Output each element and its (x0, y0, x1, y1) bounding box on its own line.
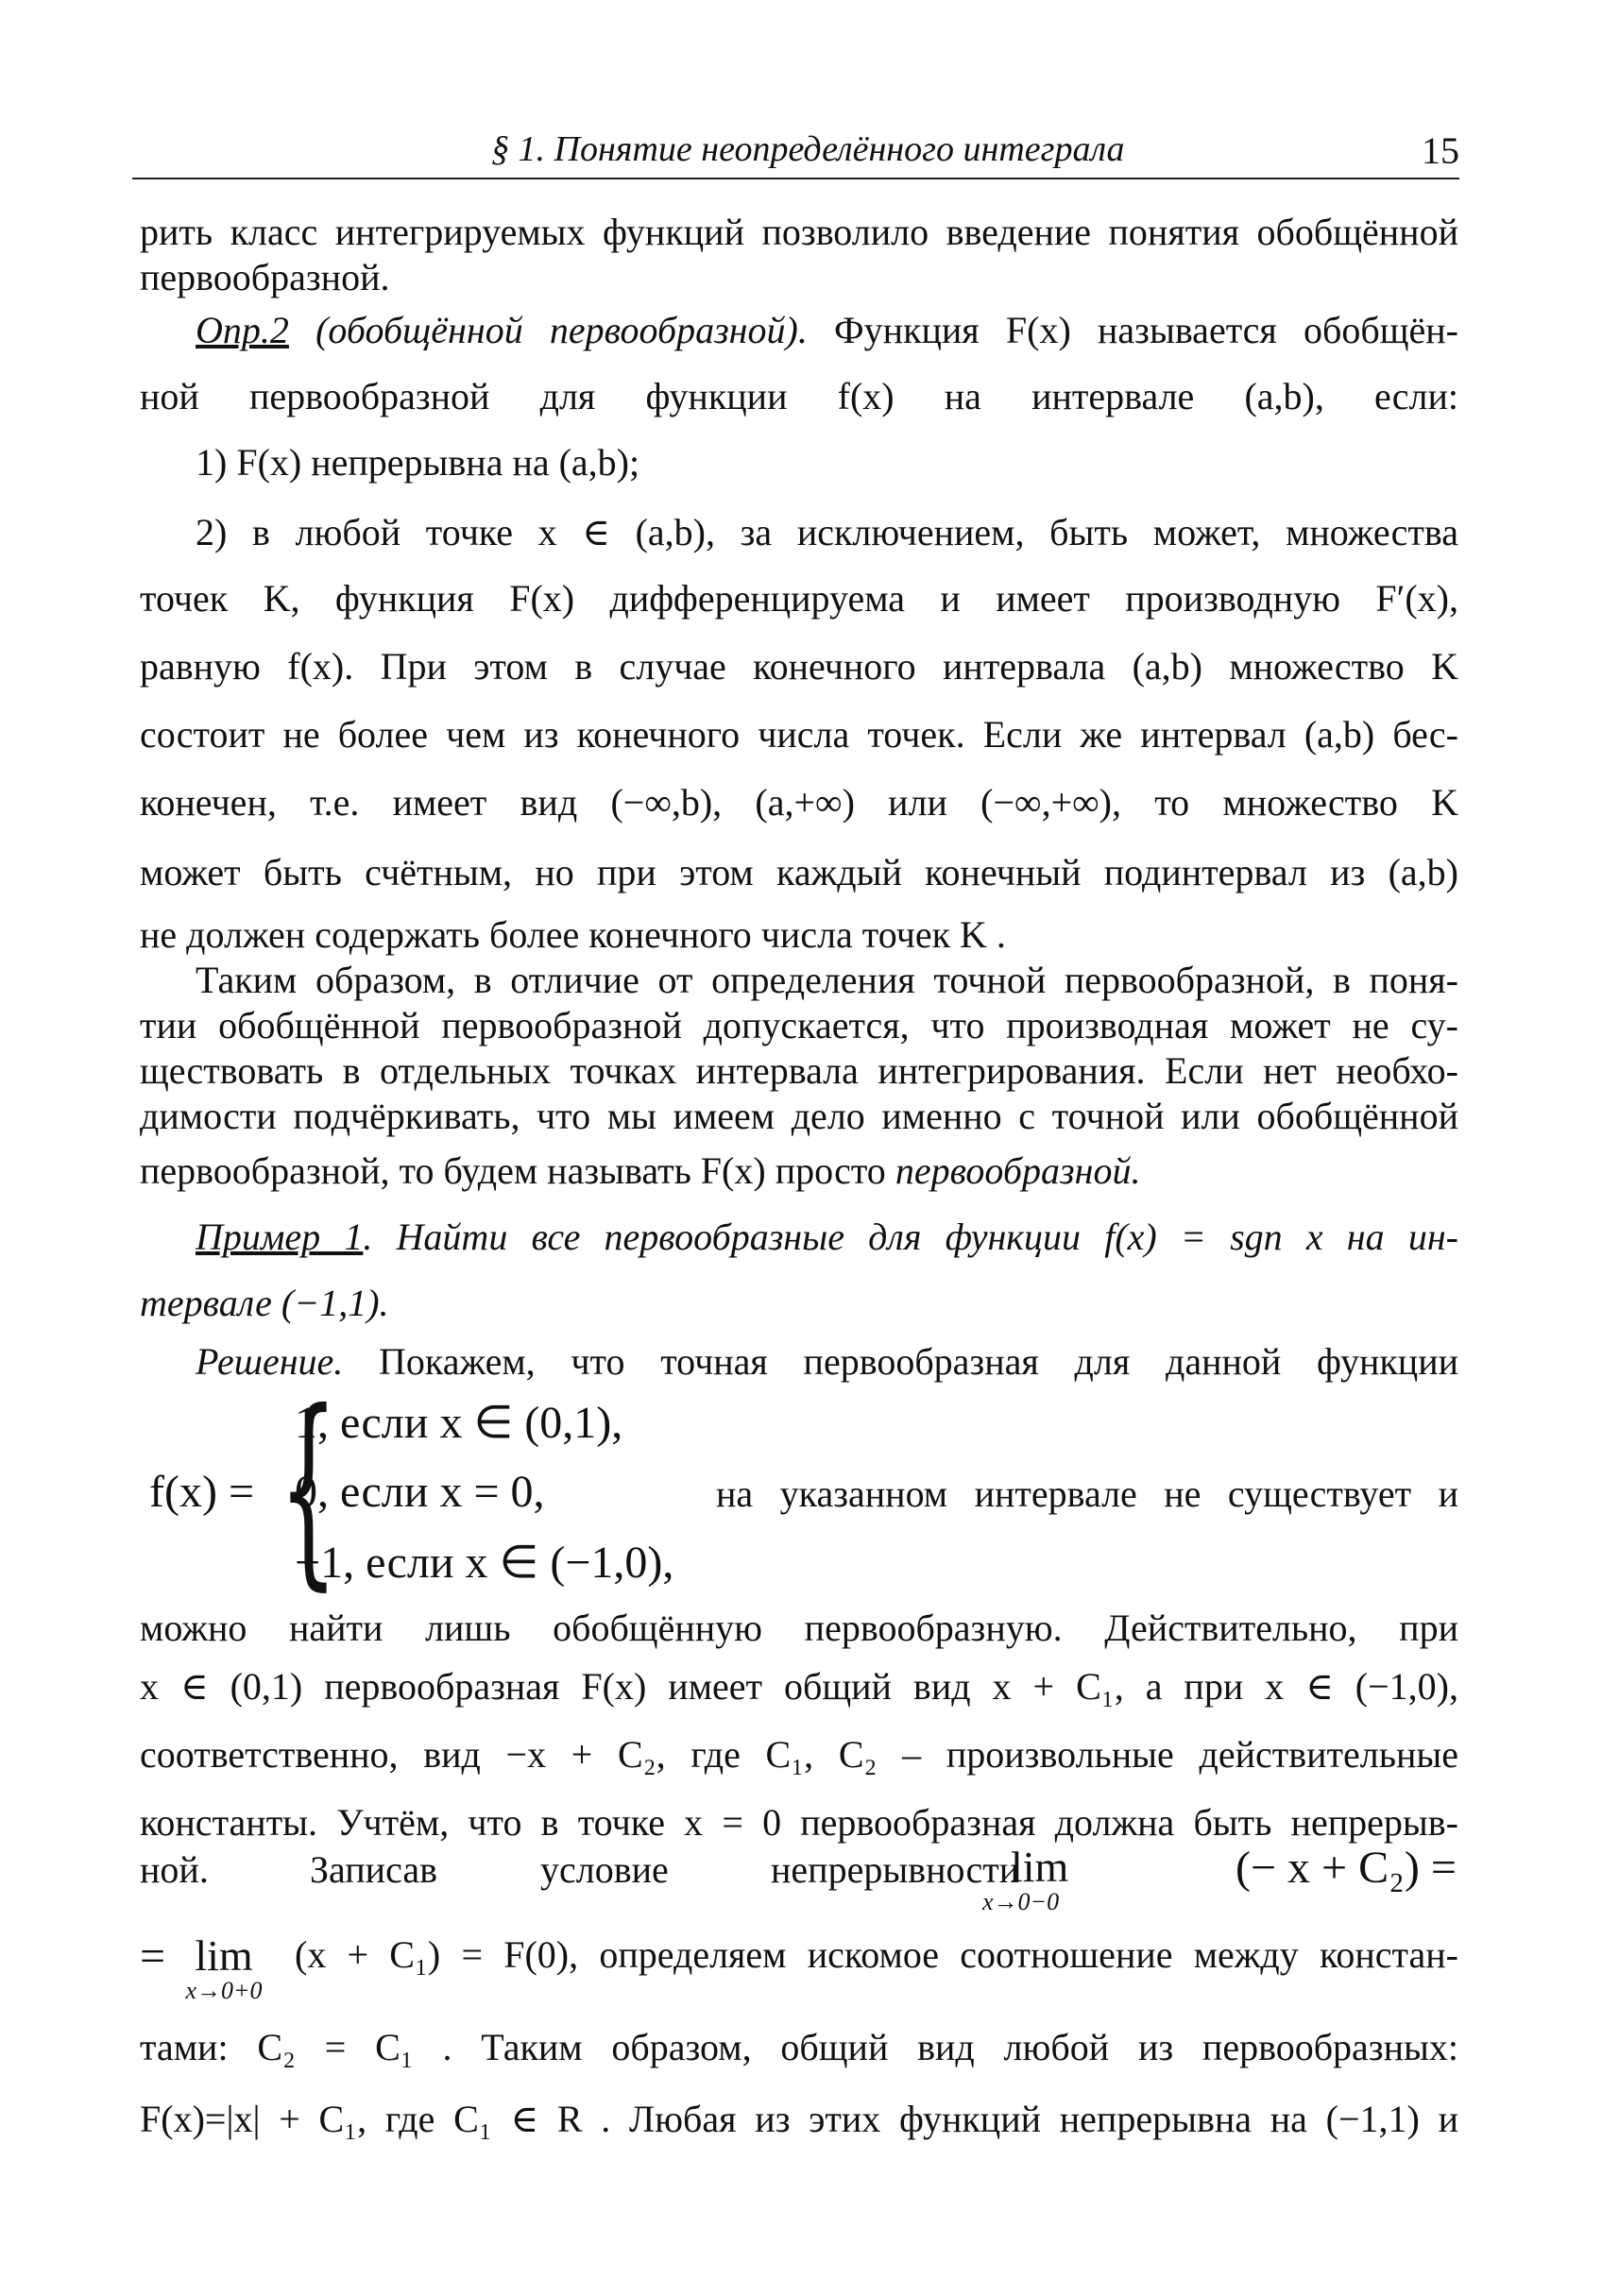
section-title: § 1. Понятие неопределённого интеграла (491, 129, 1125, 169)
text-line: не должен содержать более конечного числа точек K . (140, 913, 1006, 956)
case-3: −1, если x ∈ (−1,0), (295, 1538, 674, 1588)
limit-right (162, 1930, 285, 2005)
case-1: 1, если x ∈ (0,1), (295, 1398, 623, 1448)
example-line (196, 1215, 1458, 1259)
text-segment-italic: первообразной. (895, 1149, 1141, 1192)
text-line: состоит не более чем из конечного числа точек. Если же интервал (a,b) бес- (140, 713, 1458, 756)
word: ной. (140, 1848, 209, 1891)
text-line: ществовать в отдельных точках интервала интегрирования. Если нет необхо- (140, 1049, 1458, 1092)
word: непрерывности (771, 1848, 1020, 1891)
example-label: Пример 1 (196, 1216, 364, 1258)
definition-name: (обобщённой первообразной). (288, 309, 808, 351)
text-line: тии обобщённой первообразной допускается, что производная может не су- (140, 1004, 1458, 1046)
text-segment: первообразной, то будем называть F(x) просто (140, 1149, 895, 1192)
solution-line (196, 1339, 1458, 1384)
solution-label: Решение. (196, 1340, 344, 1383)
text-line: на указанном интервале не существует и (716, 1472, 1458, 1515)
text-line: тервале (−1,1). (140, 1282, 389, 1324)
definition-text: Функция F(x) называется обобщён- (807, 309, 1458, 351)
text-line: ной первообразной для функции f(x) на интервале (a,b), если: (140, 375, 1458, 417)
text-line: равную f(x). При этом в случае конечного интервала (a,b) множество K (140, 645, 1458, 688)
condition-2: 2) в любой точке x ∈ (a,b), за исключением, быть может, множества (196, 511, 1458, 553)
running-header (132, 128, 1459, 179)
text-line: рить класс интегрируемых функций позволило введение понятия обобщённой (140, 211, 1458, 253)
text-line: константы. Учтём, что в точке x = 0 первообразная должна быть непрерыв- (140, 1801, 1458, 1844)
text-line: тами: C₂ = C₁ . Таким образом, общий вид любой из первообразных: (140, 2026, 1458, 2068)
example-text: . Найти все первообразные для функции f(x) = sgn x на ин- (363, 1216, 1458, 1258)
case-2: 0, если x = 0, (295, 1467, 545, 1517)
definition-line (196, 308, 1458, 352)
text-line: соответственно, вид −x + C₂, где C₁, C₂ – произвольные действительные (140, 1733, 1458, 1776)
limit-left (982, 1842, 1228, 1916)
definition-label: Опр.2 (196, 309, 289, 351)
text-line (140, 1148, 1458, 1193)
text-line: конечен, т.е. имеет вид (−∞,b), (a,+∞) или (−∞,+∞), то множество K (140, 781, 1458, 824)
text-line: x ∈ (0,1) первообразная F(x) имеет общий вид x + C₁, а при x ∈ (−1,0), (140, 1665, 1458, 1708)
text-line: точек K, функция F(x) дифференцируема и имеет производную F′(x), (140, 577, 1458, 620)
text-line: может быть счётным, но при этом каждый конечный подинтервал из (a,b) (140, 851, 1458, 893)
left-brace: { (279, 1367, 338, 1608)
text-line: димости подчёркивать, что мы имеем дело именно с точной или обобщённой (140, 1095, 1458, 1137)
solution-text: Покажем, что точная первообразная для данной функции (343, 1340, 1458, 1383)
limit-word: lim (195, 1931, 253, 1980)
word: условие (540, 1848, 669, 1891)
text-line: F(x)=|x| + C₁, где C₁ ∈ R . Любая из этих функций непрерывна на (−1,1) и (140, 2098, 1458, 2140)
text-line: Таким образом, в отличие от определения точной первообразной, в поня- (196, 959, 1458, 1001)
text-line: (x + C₁) = F(0), определяем искомое соотношение между констан- (295, 1933, 1458, 1976)
text-line: можно найти лишь обобщённую первообразную. Действительно, при (140, 1607, 1458, 1649)
limit-subscript: x→0+0 (185, 1977, 263, 2004)
limit-subscript: x→0−0 (982, 1888, 1060, 1915)
condition-1: 1) F(x) непрерывна на (a,b); (196, 441, 640, 484)
equals-sign: = (140, 1931, 166, 1981)
limit-word: lim (1011, 1843, 1069, 1891)
text-line: первообразной. (140, 256, 390, 298)
function-lhs: f(x) = (149, 1467, 255, 1517)
limit-expression: (− x + C₂) = (1236, 1843, 1457, 1893)
word: Записав (310, 1848, 437, 1891)
page-number: 15 (1422, 129, 1459, 172)
